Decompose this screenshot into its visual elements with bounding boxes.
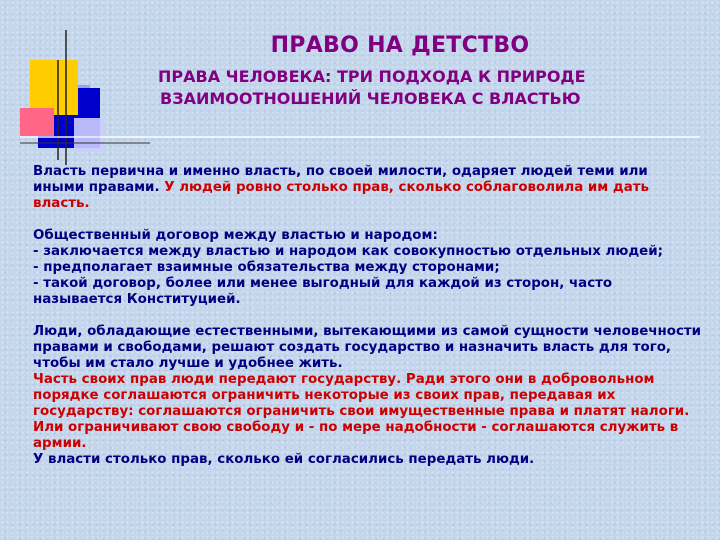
approach-2-item-2: - предполагает взаимные обязательства между сторонами; (33, 260, 500, 275)
approach-3-paragraph-1: Люди, обладающие естественными, вытекающими из самой сущности человечности правами и свободами, решают создать государство и назначить власть для того, чтобы им стало лучше и удобнее жить. (33, 324, 702, 371)
approach-1 (33, 164, 703, 212)
approach-2-item-3-text: - такой договор, более или менее выгодный для каждой из сторон, часто называется (33, 276, 613, 307)
approach-3-paragraph-3: У власти столько прав, сколько ей согласились передать люди. (33, 452, 535, 467)
approach-1-highlight: У людей ровно столько прав, сколько соблаговолила им дать власть. (33, 180, 649, 211)
decorative-logo-icon (0, 0, 160, 170)
approach-1-text: Власть первична и именно власть, по своей милости, одаряет людей теми или иными правами. (33, 164, 648, 195)
slide-subtitle (158, 66, 678, 110)
approach-2-item-3-term: Конституцией. (126, 292, 241, 307)
approach-3-paragraph-2: Часть своих прав люди передают государству. Ради этого они в добровольном порядке соглашаются ограничить некоторые из своих прав, передавая их государству: соглашаются ограничить свои имущественные права и платят налоги. Или ограничивают свою свободу и - по мере надобности - соглашаются служить в армии. (33, 372, 690, 451)
slide-body (33, 164, 703, 468)
subtitle-line-1: ПРАВА ЧЕЛОВЕКА: ТРИ ПОДХОДА К ПРИРОДЕ (158, 67, 586, 86)
divider-line (100, 136, 700, 138)
slide-title: ПРАВО НА ДЕТСТВО (270, 33, 530, 58)
approach-2-item-1: - заключается между властью и народом как совокупностью отдельных людей; (33, 244, 663, 259)
approach-2-heading: Общественный договор между властью и народом: (33, 228, 438, 243)
approach-2-item-3 (33, 276, 703, 308)
subtitle-line-2: ВЗАИМООТНОШЕНИЙ ЧЕЛОВЕКА С ВЛАСТЬЮ (160, 89, 581, 108)
